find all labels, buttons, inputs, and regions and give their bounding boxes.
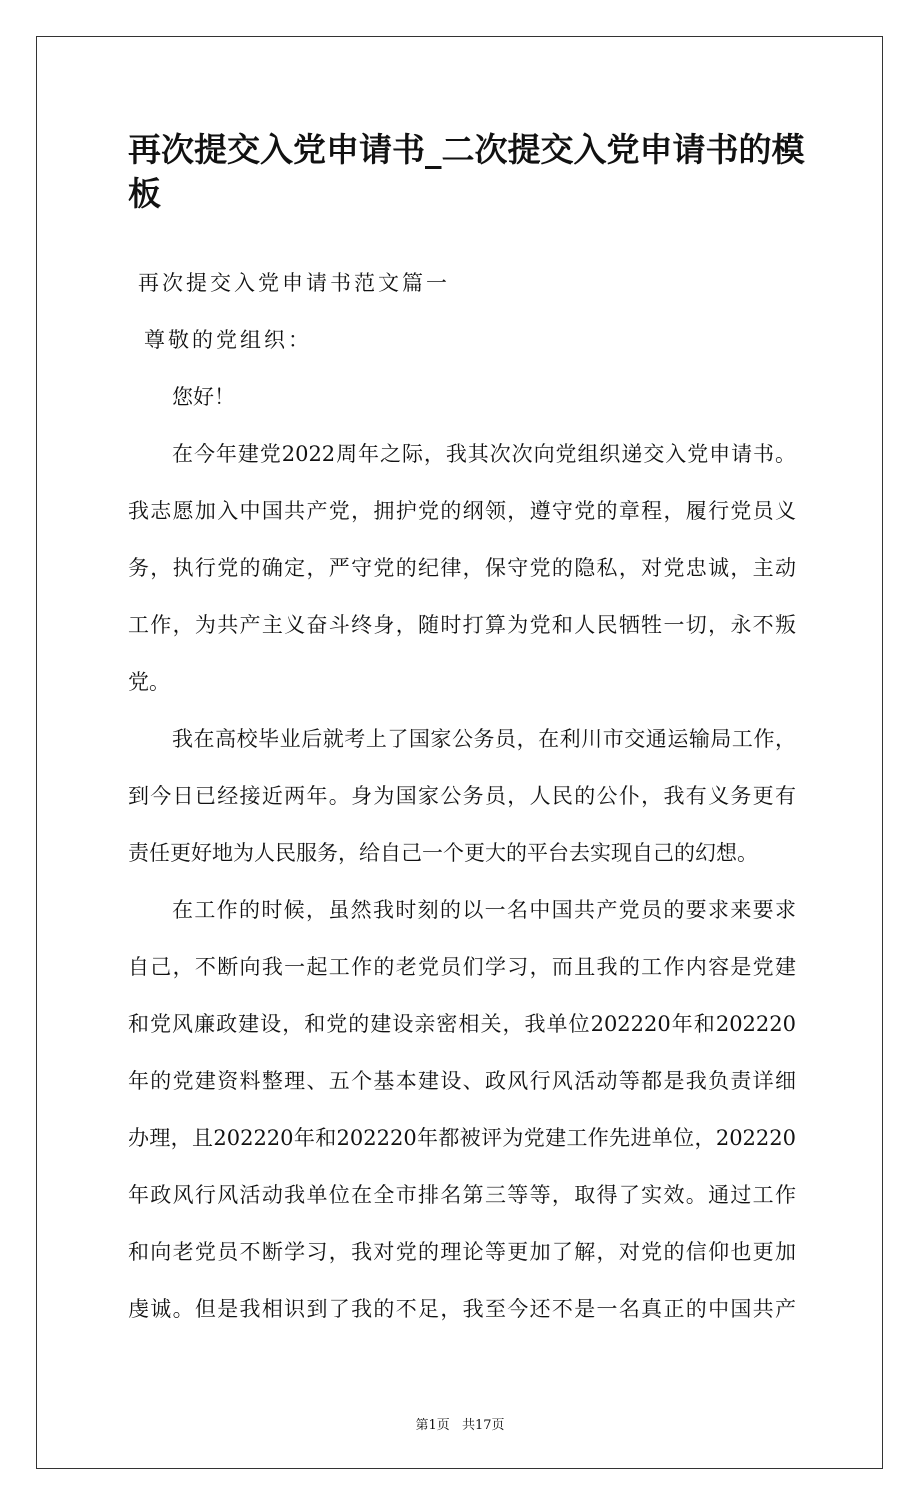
document-body <box>128 255 796 1338</box>
subtitle: 再次提交入党申请书范文篇一 <box>138 271 450 295</box>
page-total: 共17页 <box>461 1418 505 1433</box>
paragraph-line: 虔诚。但是我相识到了我的不足，我至今还不是一名真正的中国共产 <box>128 1297 796 1321</box>
paragraph-line: 到今日已经接近两年。身为国家公务员，人民的公仆，我有义务更有 <box>128 784 796 808</box>
paragraph <box>128 426 796 711</box>
paragraph-line: 责任更好地为人民服务，给自己一个更大的平台去实现自己的幻想。 <box>128 841 758 865</box>
paragraph-line: 工作，为共产主义奋斗终身，随时打算为党和人民牺牲一切，永不叛 <box>128 613 796 637</box>
paragraphs <box>128 426 796 1338</box>
paragraph-line: 我志愿加入中国共产党，拥护党的纲领，遵守党的章程，履行党员义 <box>128 499 796 523</box>
document-title: 再次提交入党申请书_二次提交入党申请书的模板 <box>128 130 805 213</box>
paragraph-line: 在工作的时候，虽然我时刻的以一名中国共产党员的要求来要求 <box>172 898 796 922</box>
page-footer <box>0 1414 920 1433</box>
paragraph-line: 和党风廉政建设，和党的建设亲密相关，我单位202220年和202220 <box>128 1012 796 1036</box>
paragraph-line: 在今年建党2022周年之际，我其次次向党组织递交入党申请书。 <box>172 442 796 466</box>
paragraph-line: 年的党建资料整理、五个基本建设、政风行风活动等都是我负责详细 <box>128 1069 796 1093</box>
paragraph-line: 务，执行党的确定，严守党的纪律，保守党的隐私，对党忠诚，主动 <box>128 556 796 580</box>
paragraph-line: 和向老党员不断学习，我对党的理论等更加了解，对党的信仰也更加 <box>128 1240 796 1264</box>
salutation: 尊敬的党组织： <box>144 328 312 352</box>
page-number: 第1页 <box>415 1418 450 1433</box>
paragraph <box>128 711 796 882</box>
paragraph-line: 我在高校毕业后就考上了国家公务员，在利川市交通运输局工作， <box>172 727 796 751</box>
paragraph-line: 办理，且202220年和202220年都被评为党建工作先进单位，202220 <box>128 1126 796 1150</box>
greeting: 您好！ <box>172 385 235 409</box>
paragraph <box>128 882 796 1338</box>
paragraph-line: 党。 <box>128 670 170 694</box>
paragraph-line: 年政风行风活动我单位在全市排名第三等等，取得了实效。通过工作 <box>128 1183 796 1207</box>
paragraph-line: 自己，不断向我一起工作的老党员们学习，而且我的工作内容是党建 <box>128 955 796 979</box>
